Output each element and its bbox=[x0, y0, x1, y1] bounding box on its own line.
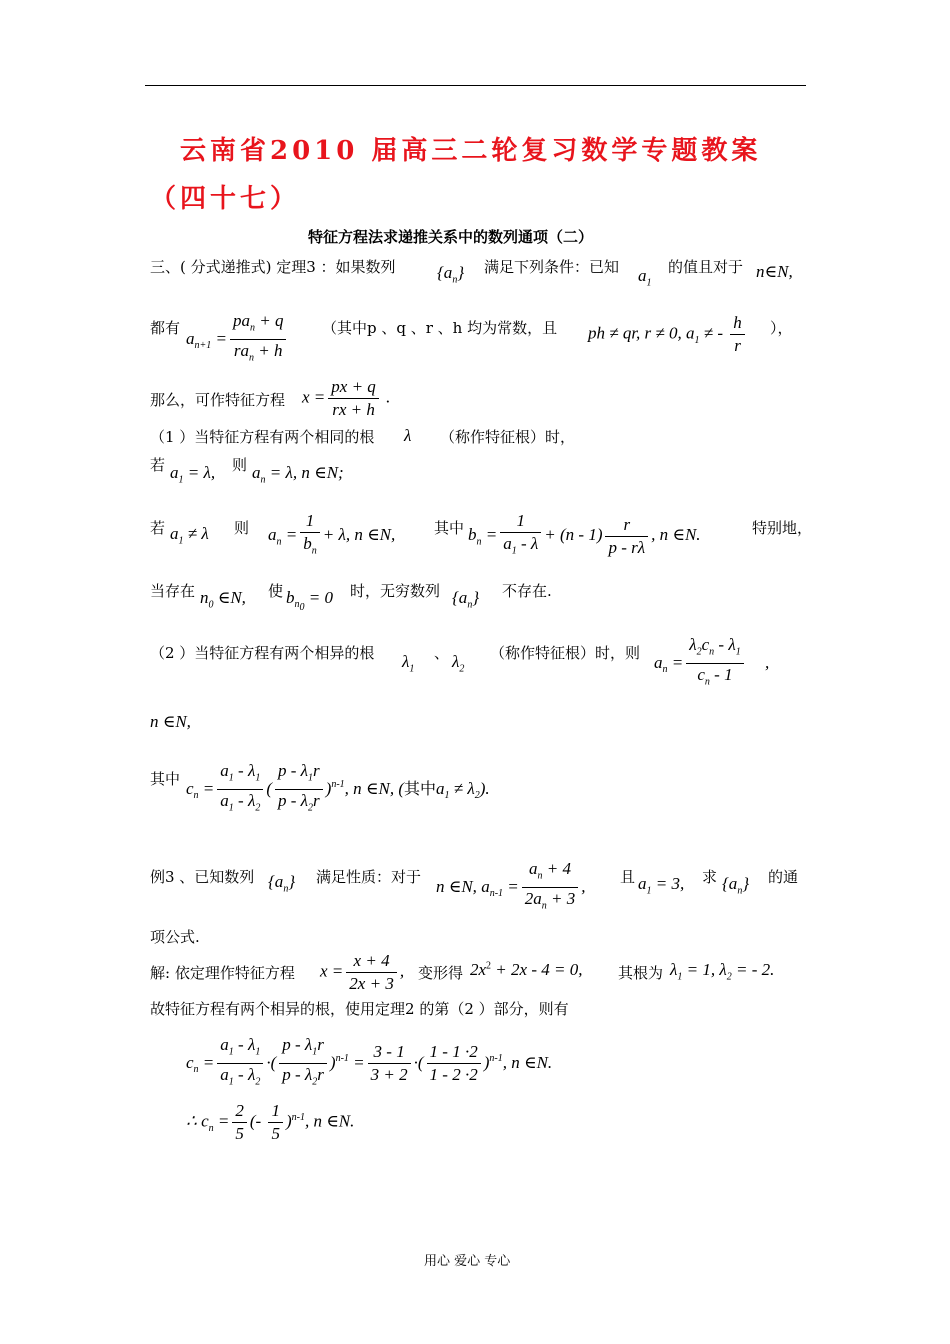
example3-label: 例3 、已知数列 bbox=[150, 868, 255, 886]
cn-result: ∴ $c_n$ = $\frac{2}{5}$ (- $\frac{1}{5}$ )$^{n-1}$, n ∈N. bbox=[186, 1101, 355, 1143]
solution-genwei: 其根为 bbox=[618, 964, 664, 982]
qizhong-1: 其中 bbox=[434, 519, 465, 537]
example-qie: 且 bbox=[620, 868, 636, 886]
special-label: 特别地， bbox=[752, 519, 813, 537]
solution-start: 解: 依定理作特征方程 bbox=[150, 964, 295, 982]
quadratic: $2x^2 + 2x - 4 = 0$, bbox=[470, 960, 583, 979]
ze-1: 则 bbox=[232, 456, 248, 474]
seq-an-3: $\{a_n\}$ bbox=[268, 872, 296, 895]
case1-text: （1 ）当特征方程有两个相同的根 bbox=[150, 428, 375, 446]
n0-in-N: $n_0$ ∈N, bbox=[200, 588, 246, 611]
an-eq-lambda: $a_n = \lambda$, n ∈N; bbox=[252, 463, 344, 486]
not-exist: 不存在. bbox=[502, 582, 552, 600]
ze-2: 则 bbox=[234, 519, 250, 537]
n-in-N-2: n ∈N, bbox=[150, 712, 191, 731]
an-formula-case2: $a_n$ = $\frac{\lambda_2c_n - \lambda_1}{c_n - 1}$ , bbox=[654, 635, 770, 688]
solution-line4: 故特征方程有两个相异的根，使用定理2 的第（2 ）部分，则有 bbox=[150, 1000, 569, 1018]
n-in-N: n∈N, bbox=[756, 262, 793, 281]
lambda-root: λ bbox=[404, 426, 412, 445]
theorem3-intro: 三、( 分式递推式) 定理3 ：如果数列 bbox=[150, 258, 396, 276]
an-formula-case1: $a_n$ = $\frac{1}{b_n}$ + λ, n ∈N, bbox=[268, 511, 396, 557]
example-recurrence: n ∈N, $a_{n-1}$ = $\frac{a_n + 4}{2a_n + 3}$ , bbox=[436, 859, 586, 912]
ruo-2: 若 bbox=[150, 519, 166, 537]
var-a1: $a_1$ bbox=[638, 266, 652, 289]
page-title-line2: （四十七） bbox=[150, 184, 301, 214]
theorem3-cond: 满足下列条件：已知 bbox=[484, 258, 620, 276]
seq-an: $\{a_n\}$ bbox=[437, 263, 465, 286]
cn-computation: $c_n$ = $\frac{a_1 - \lambda_1}{a_1 - \lambda_2}$ ·( $\frac{p - \lambda_1r}{p - \lambda_2r}$ )$^{n-1}$ = $\frac{3 - 1}{3 + 2}$ ·( $\frac{1 - 1 \cdot 2}{1 - 2 \cdot 2}$ )$^{n-1}$, n ∈N. bbox=[186, 1035, 553, 1088]
qizhong-2: 其中 bbox=[150, 770, 181, 788]
case2-tail: （称作特征根）时，则 bbox=[490, 644, 641, 662]
bn0-eq-0: $b_{n_0} = 0$ bbox=[286, 588, 333, 614]
example-line2: 项公式. bbox=[150, 928, 200, 946]
char-equation: x = $\frac{px + q}{rx + h}$ . bbox=[302, 377, 391, 419]
case2-text: （2 ）当特征方程有两个相异的根 bbox=[150, 644, 375, 662]
then-label: 那么，可作特征方程 bbox=[150, 391, 286, 409]
a1-eq-lambda: $a_1 = \lambda$, bbox=[170, 463, 216, 486]
seq-an-4: $\{a_n\}$ bbox=[722, 874, 750, 897]
recurrence-formula: $a_{n+1}$ = $\frac{pa_n + q}{ra_n + h}$ bbox=[186, 310, 289, 370]
roots: $\lambda_1 = 1$, $\lambda_2$ = - 2. bbox=[670, 960, 775, 983]
exist-label: 当存在 bbox=[150, 582, 196, 600]
constants-note: （其中p 、q 、r 、h 均为常数，且 bbox=[322, 319, 558, 337]
lambda1: $\lambda_1$ bbox=[402, 652, 415, 675]
solution-bianxing: 变形得 bbox=[418, 964, 464, 982]
page-footer: 用心 爱心 专心 bbox=[424, 1254, 511, 1269]
a1-neq-lambda: $a_1 \ne \lambda$ bbox=[170, 524, 209, 547]
dou-label: 都有 bbox=[150, 319, 181, 337]
cn-formula: $c_n$ = $\frac{a_1 - \lambda_1}{a_1 - \lambda_2}$ ( $\frac{p - \lambda_1r}{p - \lambda_2r}$ )$^{n-1}$, n ∈N, (其中$a_1 \ne \lambda_2$). bbox=[186, 761, 490, 814]
constants-note-end: ）， bbox=[770, 319, 793, 337]
ruo-1: 若 bbox=[150, 456, 166, 474]
case1-tail: （称作特征根）时， bbox=[440, 428, 576, 446]
dun: 、 bbox=[434, 644, 450, 662]
example-qiu: 求 bbox=[702, 868, 718, 886]
shi-tail: 时，无穷数列 bbox=[350, 582, 441, 600]
seq-an-2: $\{a_n\}$ bbox=[452, 588, 480, 611]
example-prop: 满足性质：对于 bbox=[316, 868, 422, 886]
theorem3-cond2: 的值且对于 bbox=[668, 258, 744, 276]
constants-condition: ph ≠ qr, r ≠ 0, $a_1$ ≠ - $\frac{h}{r}$ bbox=[588, 312, 748, 357]
a1-eq-3: $a_1 = 3$, bbox=[638, 874, 685, 897]
lambda2: $\lambda_2$ bbox=[452, 652, 465, 675]
page-title: 云南省2010 届高三二轮复习数学专题教案 bbox=[180, 136, 762, 166]
bn-formula: $b_n$ = $\frac{1}{a_1 - \lambda}$ + (n - 1) $\frac{r}{p - r\lambda}$ , n ∈N. bbox=[468, 511, 701, 557]
header-rule bbox=[145, 85, 806, 86]
section-subtitle: 特征方程法求递推关系中的数列通项（二） bbox=[308, 228, 594, 246]
example-de: 的通 bbox=[768, 868, 799, 886]
shi-label: 使 bbox=[268, 582, 284, 600]
solution-char-eq: x = $\frac{x + 4}{2x + 3}$ , bbox=[320, 951, 405, 993]
